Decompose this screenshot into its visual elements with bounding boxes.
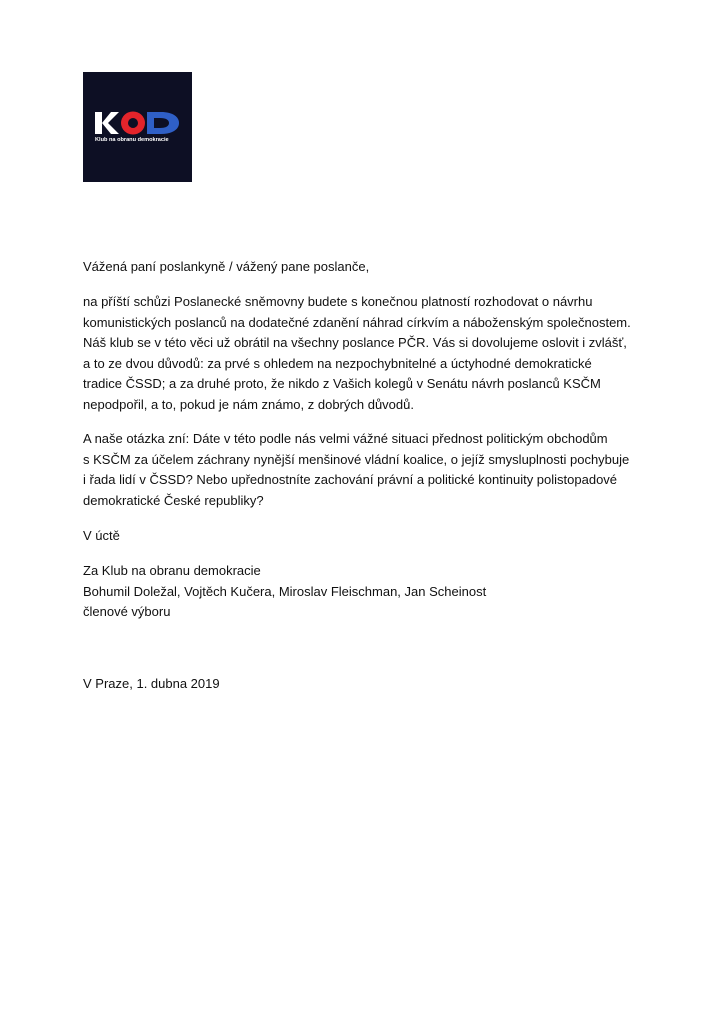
salutation: Vážená paní poslankyně / vážený pane poslanče, [83,259,370,274]
kod-logo [83,72,192,182]
logo-letter-o [121,112,145,135]
signature-block [83,561,643,623]
place-date: V Praze, 1. dubna 2019 [83,676,220,691]
paragraph-line: s KSČM za účelem záchrany nynější menšinové vládní koalice, o jejíž smysluplnosti pochybuje [83,451,630,467]
paragraph-line: a to ze dvou důvodů: za prvé s ohledem na nezpochybnitelné a úctyhodné demokratické [83,355,592,371]
kod-logo-mark [83,72,192,182]
paragraph-line: tradice ČSSD; a za druhé proto, že nikdo z Vašich kolegů v Senátu návrh poslanců KSČM [83,376,601,391]
paragraph-line: demokratické České republiky? [83,492,264,508]
paragraph-line: nepodpořil, a to, pokud je nám známo, z dobrých důvodů. [83,396,414,412]
paragraph-line: i řada lidí v ČSSD? Nebo upřednostníte zachování právní a politické kontinuity polistopadové [83,472,618,487]
paragraph-line: komunistických poslanců na dodatečné zdanění náhrad církvím a náboženským společnostem. [83,314,631,330]
paragraph-line: Náš klub se v této věci už obrátil na všechny poslance PČR. Vás si dovolujeme oslovit i zvlášť, [83,335,627,350]
closing: V úctě [83,528,120,543]
logo-letter-k [95,112,119,134]
paragraph-request [83,292,643,415]
logo-letter-d [147,112,179,134]
paragraph-question [83,429,643,511]
logo-tagline: Klub na obranu demokracie [95,137,169,143]
signature-role: členové výboru [83,604,171,619]
signature-organization: Za Klub na obranu demokracie [83,563,261,578]
paragraph-line: na příští schůzi Poslanecké sněmovny budete s konečnou platností rozhodovat o návrhu [83,294,593,309]
signature-names: Bohumil Doležal, Vojtěch Kučera, Miroslav Fleischman, Jan Scheinost [83,583,487,599]
paragraph-line: A naše otázka zní: Dáte v této podle nás velmi vážné situaci přednost politickým obchodům [83,431,608,446]
